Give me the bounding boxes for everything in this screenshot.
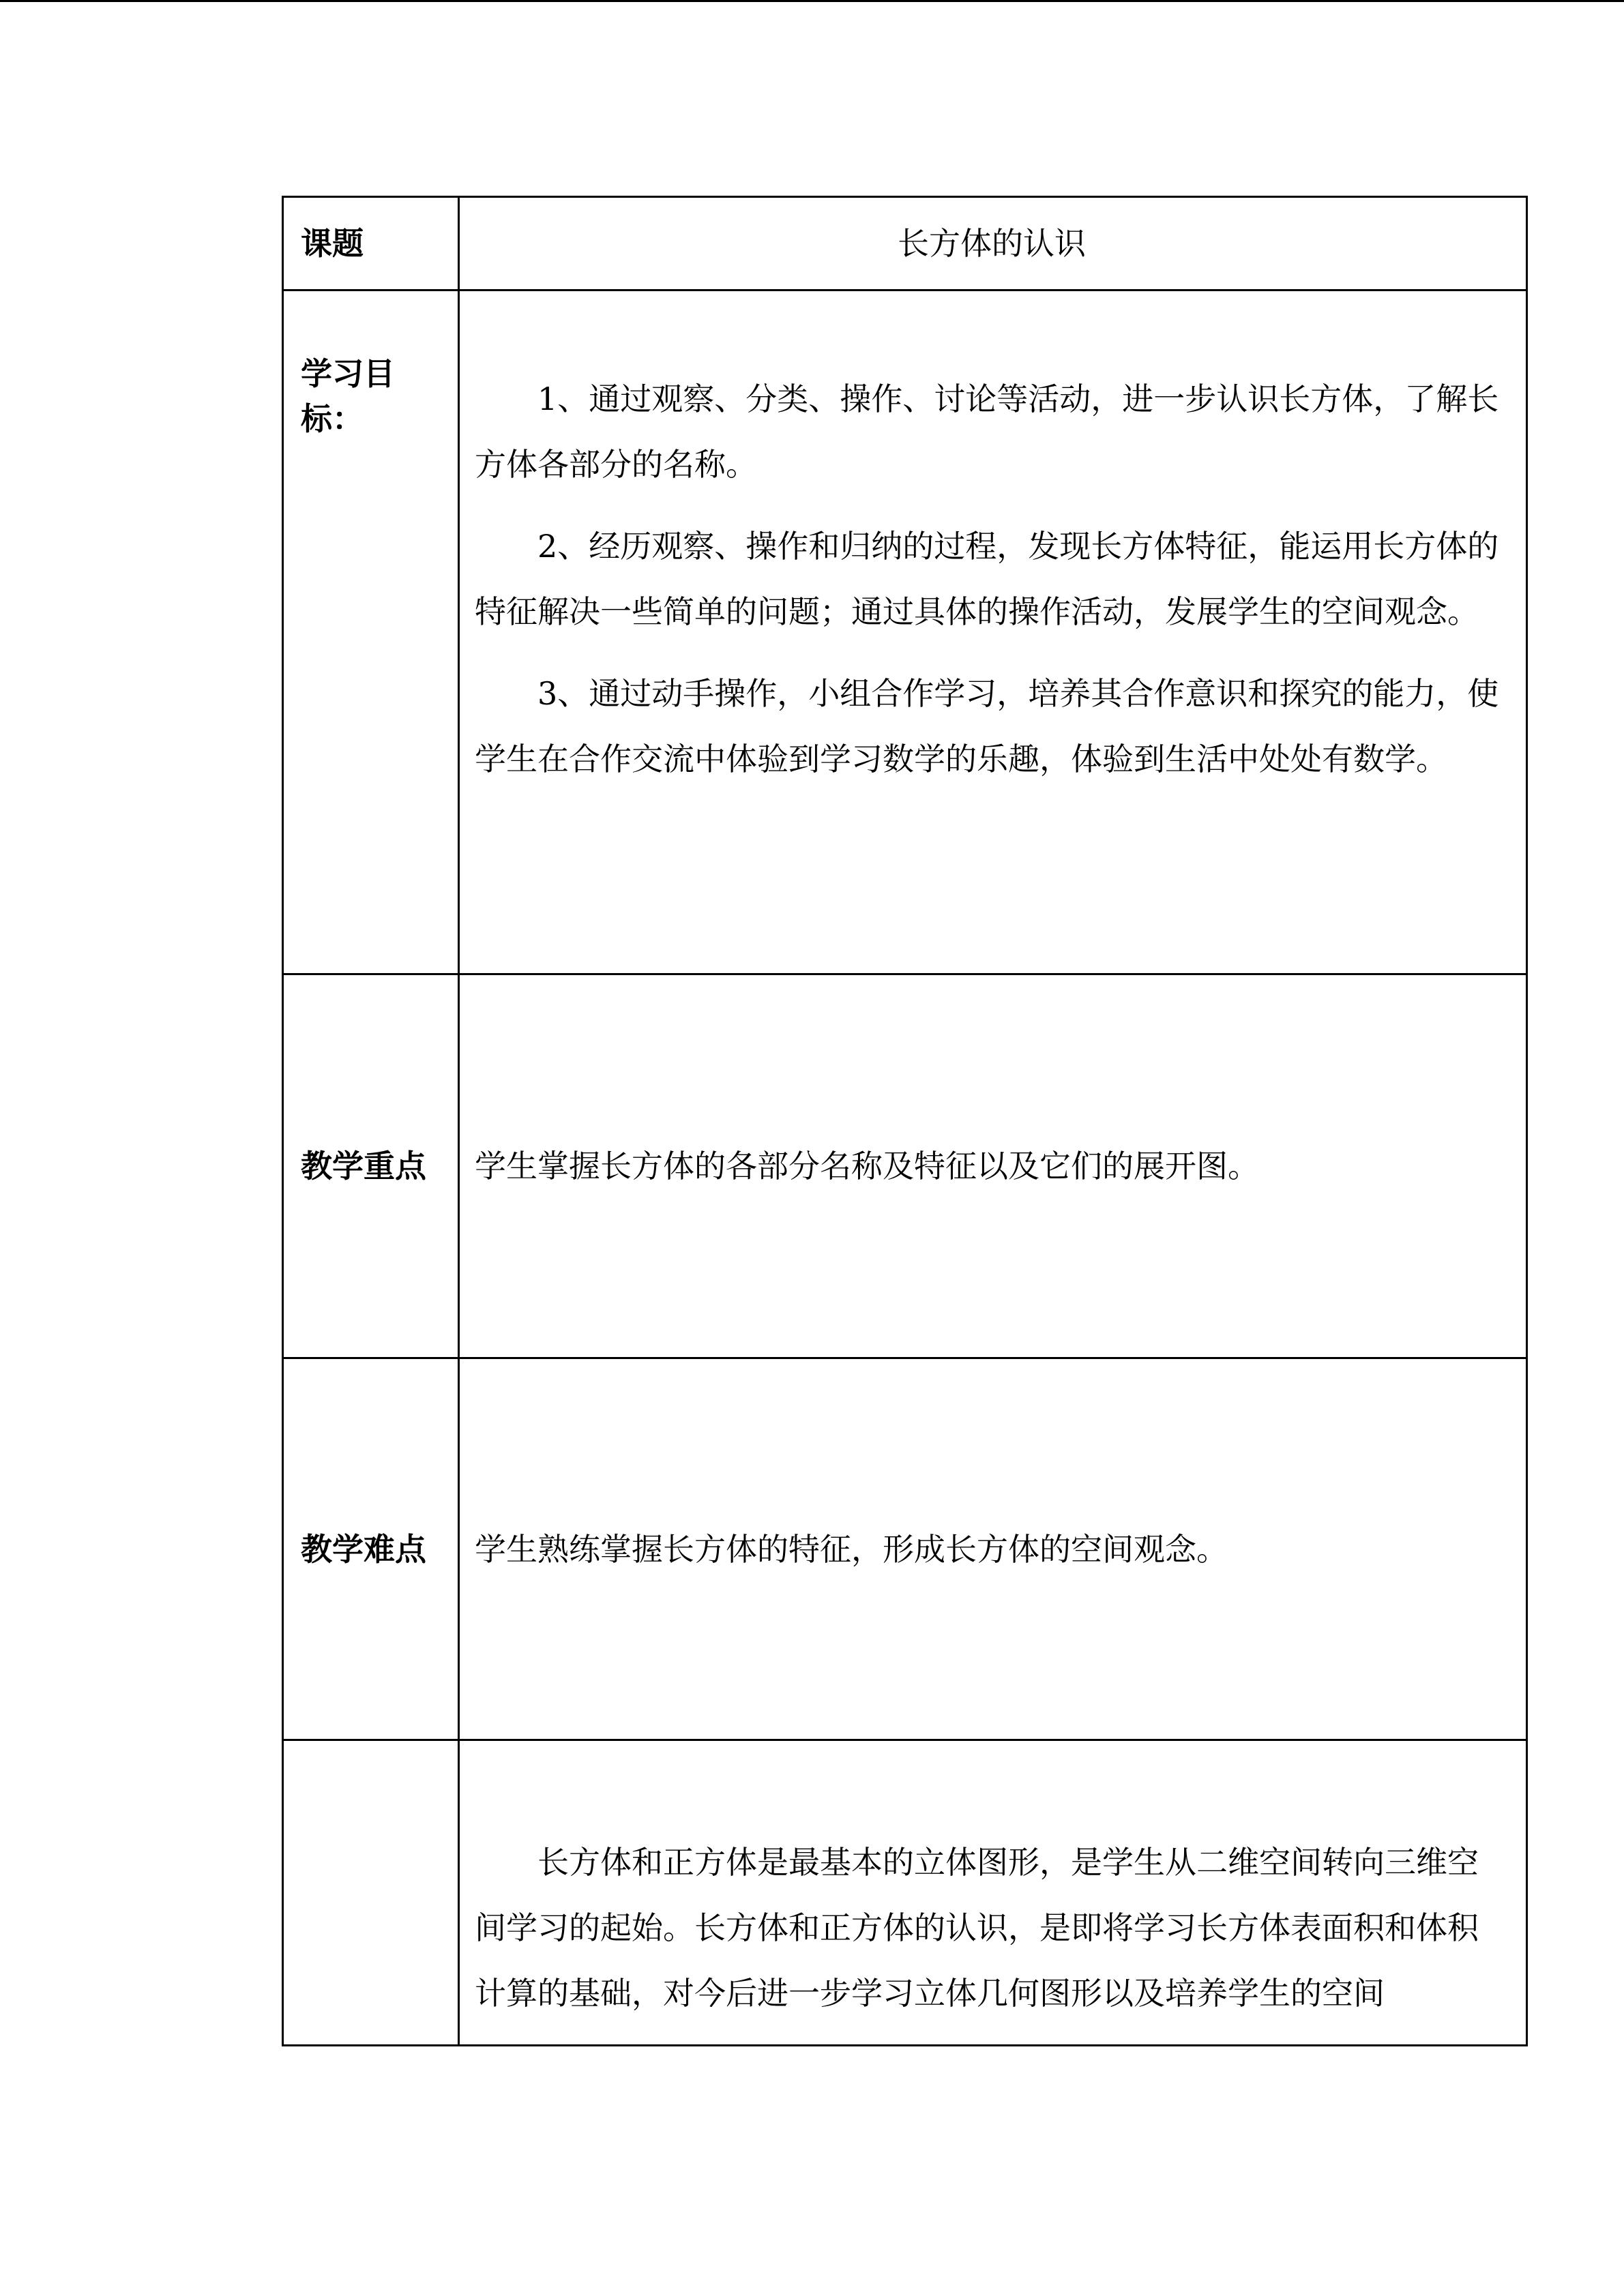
- analysis-label: [283, 1740, 459, 2046]
- lesson-plan-table: [282, 196, 1528, 2046]
- difficulty-label: 教学难点: [283, 1358, 459, 1740]
- page-top-border: [0, 0, 1624, 2]
- goals-label: 学习目标：: [283, 290, 459, 974]
- table-row-key-point: [283, 974, 1527, 1358]
- goal-paragraph-1: 1、通过观察、分类、操作、讨论等活动，进一步认识长方体，了解长方体各部分的名称。: [475, 381, 1499, 483]
- table-row-analysis: [283, 1740, 1527, 2046]
- topic-label: 课题: [283, 197, 459, 290]
- difficulty-value: 学生熟练掌握长方体的特征，形成长方体的空间观念。: [459, 1358, 1527, 1740]
- goals-content: [459, 290, 1527, 974]
- analysis-paragraph: 长方体和正方体是最基本的立体图形，是学生从二维空间转向三维空间学习的起始。长方体和正方体的认识，是即将学习长方体表面积和体积计算的基础，对今后进一步学习立体几何图形以及培养学生的空间: [475, 1844, 1479, 2012]
- goal-paragraph-3: 3、通过动手操作，小组合作学习，培养其合作意识和探究的能力，使学生在合作交流中体验到学习数学的乐趣，体验到生活中处处有数学。: [475, 675, 1499, 777]
- goal-paragraph-2: 2、经历观察、操作和归纳的过程，发现长方体特征，能运用长方体的特征解决一些简单的问题；通过具体的操作活动，发展学生的空间观念。: [475, 528, 1499, 630]
- table-row-difficulty: [283, 1358, 1527, 1740]
- key-point-label: 教学重点: [283, 974, 459, 1358]
- table-row-topic: [283, 197, 1527, 290]
- table-row-goals: [283, 290, 1527, 974]
- analysis-content: [459, 1740, 1527, 2046]
- key-point-value: 学生掌握长方体的各部分名称及特征以及它们的展开图。: [459, 974, 1527, 1358]
- topic-value: 长方体的认识: [459, 197, 1527, 290]
